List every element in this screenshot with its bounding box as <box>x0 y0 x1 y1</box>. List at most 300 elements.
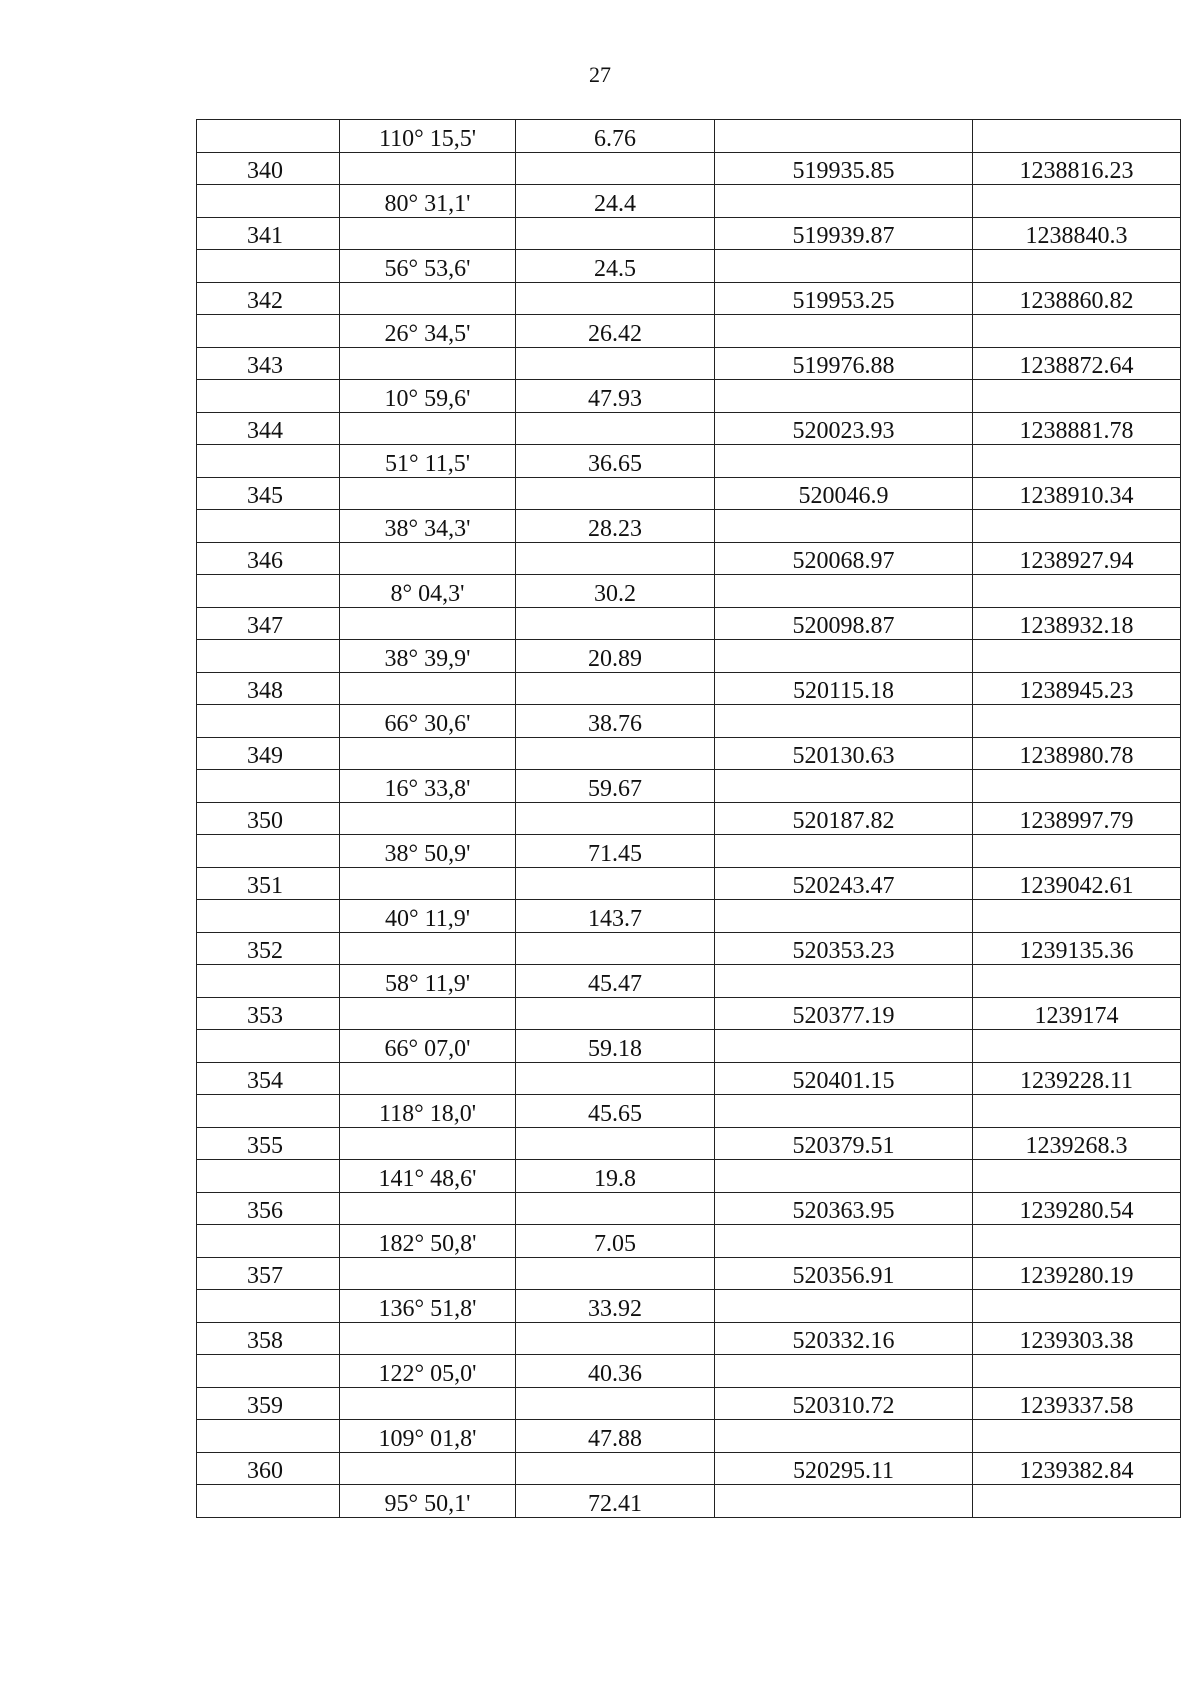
direction-angle-cell <box>340 1290 516 1323</box>
y-coordinate-cell-text: 1238980.78 <box>1019 743 1134 769</box>
direction-angle-cell <box>340 1062 516 1095</box>
direction-angle-cell-text: 66° 30,6' <box>384 710 471 737</box>
segment-length-cell <box>516 705 715 738</box>
x-coordinate-cell <box>715 1030 973 1063</box>
point-number-cell <box>197 770 340 803</box>
y-coordinate-cell <box>973 282 1181 315</box>
table-row <box>197 607 1181 640</box>
segment-length-cell <box>516 770 715 803</box>
direction-angle-cell-text: 40° 11,9' <box>384 905 471 932</box>
direction-angle-cell <box>340 152 516 185</box>
y-coordinate-cell <box>973 737 1181 770</box>
table-row <box>197 575 1181 608</box>
direction-angle-cell-text: 136° 51,8' <box>378 1295 477 1322</box>
point-number-cell <box>197 380 340 413</box>
segment-length-cell <box>516 250 715 283</box>
segment-length-cell <box>516 152 715 185</box>
y-coordinate-cell <box>973 347 1181 380</box>
direction-angle-cell-text: 8° 04,3' <box>390 580 465 607</box>
y-coordinate-cell-text: 1239268.3 <box>1025 1133 1128 1159</box>
point-number-cell <box>197 1355 340 1388</box>
segment-length-cell-text: 33.92 <box>588 1295 642 1322</box>
y-coordinate-cell <box>973 965 1181 998</box>
point-number-cell-text: 360 <box>247 1458 283 1484</box>
direction-angle-cell <box>340 575 516 608</box>
x-coordinate-cell-text: 520379.51 <box>792 1133 895 1159</box>
y-coordinate-cell <box>973 120 1181 153</box>
x-coordinate-cell <box>715 1355 973 1388</box>
table-row <box>197 932 1181 965</box>
segment-length-cell <box>516 1485 715 1518</box>
segment-length-cell-text: 59.18 <box>588 1035 642 1062</box>
x-coordinate-cell <box>715 997 973 1030</box>
y-coordinate-cell <box>973 445 1181 478</box>
point-number-cell <box>197 120 340 153</box>
table-row <box>197 1127 1181 1160</box>
y-coordinate-cell <box>973 1160 1181 1193</box>
x-coordinate-cell-text: 520098.87 <box>792 613 895 639</box>
point-number-cell <box>197 250 340 283</box>
table-row <box>197 1030 1181 1063</box>
x-coordinate-cell-text: 520377.19 <box>792 1003 895 1029</box>
segment-length-cell <box>516 217 715 250</box>
direction-angle-cell-text: 56° 53,6' <box>384 255 471 282</box>
table-row <box>197 672 1181 705</box>
point-number-cell <box>197 1095 340 1128</box>
y-coordinate-cell <box>973 1225 1181 1258</box>
direction-angle-cell-text: 80° 31,1' <box>384 190 471 217</box>
point-number-cell-text: 356 <box>247 1198 283 1224</box>
y-coordinate-cell-text: 1239174 <box>1034 1003 1119 1029</box>
x-coordinate-cell <box>715 737 973 770</box>
x-coordinate-cell-text: 520023.93 <box>792 418 895 444</box>
direction-angle-cell-text: 38° 50,9' <box>384 840 471 867</box>
segment-length-cell <box>516 315 715 348</box>
table-row <box>197 705 1181 738</box>
point-number-cell <box>197 1160 340 1193</box>
direction-angle-cell <box>340 705 516 738</box>
point-number-cell <box>197 1452 340 1485</box>
y-coordinate-cell <box>973 1127 1181 1160</box>
point-number-cell <box>197 1485 340 1518</box>
segment-length-cell-text: 6.76 <box>594 125 636 152</box>
x-coordinate-cell <box>715 1387 973 1420</box>
direction-angle-cell <box>340 1030 516 1063</box>
segment-length-cell <box>516 1452 715 1485</box>
table-row <box>197 542 1181 575</box>
direction-angle-cell-text: 110° 15,5' <box>378 125 477 152</box>
direction-angle-cell <box>340 1420 516 1453</box>
table-row <box>197 1095 1181 1128</box>
y-coordinate-cell <box>973 770 1181 803</box>
x-coordinate-cell <box>715 770 973 803</box>
x-coordinate-cell <box>715 315 973 348</box>
direction-angle-cell <box>340 997 516 1030</box>
segment-length-cell-text: 45.65 <box>588 1100 642 1127</box>
segment-length-cell <box>516 1355 715 1388</box>
y-coordinate-cell-text: 1238860.82 <box>1019 288 1134 314</box>
x-coordinate-cell <box>715 217 973 250</box>
table-row <box>197 997 1181 1030</box>
direction-angle-cell-text: 95° 50,1' <box>384 1490 471 1517</box>
point-number-cell-text: 344 <box>247 418 283 444</box>
table-row <box>197 1322 1181 1355</box>
table-row <box>197 737 1181 770</box>
x-coordinate-cell <box>715 477 973 510</box>
table-row <box>197 282 1181 315</box>
point-number-cell <box>197 932 340 965</box>
point-number-cell-text: 350 <box>247 808 283 834</box>
x-coordinate-cell <box>715 185 973 218</box>
y-coordinate-cell-text: 1238932.18 <box>1019 613 1134 639</box>
y-coordinate-cell <box>973 640 1181 673</box>
segment-length-cell-text: 24.4 <box>594 190 636 217</box>
segment-length-cell <box>516 185 715 218</box>
y-coordinate-cell <box>973 477 1181 510</box>
y-coordinate-cell <box>973 315 1181 348</box>
x-coordinate-cell <box>715 120 973 153</box>
segment-length-cell <box>516 412 715 445</box>
direction-angle-cell-text: 66° 07,0' <box>384 1035 471 1062</box>
point-number-cell <box>197 1387 340 1420</box>
direction-angle-cell <box>340 1095 516 1128</box>
table-row <box>197 1290 1181 1323</box>
y-coordinate-cell-text: 1238816.23 <box>1019 158 1134 184</box>
y-coordinate-cell-text: 1238945.23 <box>1019 678 1134 704</box>
x-coordinate-cell <box>715 1062 973 1095</box>
point-number-cell-text: 355 <box>247 1133 283 1159</box>
point-number-cell <box>197 965 340 998</box>
table-row <box>197 640 1181 673</box>
point-number-cell <box>197 1192 340 1225</box>
y-coordinate-cell-text: 1238840.3 <box>1025 223 1128 249</box>
direction-angle-cell-text: 16° 33,8' <box>384 775 471 802</box>
segment-length-cell <box>516 1030 715 1063</box>
table-row <box>197 120 1181 153</box>
segment-length-cell <box>516 1387 715 1420</box>
x-coordinate-cell <box>715 900 973 933</box>
direction-angle-cell <box>340 607 516 640</box>
table-row <box>197 1062 1181 1095</box>
direction-angle-cell <box>340 250 516 283</box>
point-number-cell-text: 347 <box>247 613 283 639</box>
table-row <box>197 412 1181 445</box>
y-coordinate-cell <box>973 607 1181 640</box>
direction-angle-cell <box>340 445 516 478</box>
x-coordinate-cell <box>715 1257 973 1290</box>
x-coordinate-cell <box>715 1452 973 1485</box>
direction-angle-cell <box>340 1257 516 1290</box>
point-number-cell <box>197 217 340 250</box>
y-coordinate-cell <box>973 1452 1181 1485</box>
table-row <box>197 1160 1181 1193</box>
segment-length-cell-text: 40.36 <box>588 1360 642 1387</box>
page-number: 27 <box>589 62 611 87</box>
segment-length-cell-text: 45.47 <box>588 970 642 997</box>
y-coordinate-cell <box>973 542 1181 575</box>
table-row <box>197 217 1181 250</box>
direction-angle-cell <box>340 1387 516 1420</box>
point-number-cell-text: 351 <box>247 873 283 899</box>
table-row <box>197 380 1181 413</box>
x-coordinate-cell <box>715 672 973 705</box>
point-number-cell-text: 346 <box>247 548 283 574</box>
segment-length-cell <box>516 1127 715 1160</box>
x-coordinate-cell <box>715 380 973 413</box>
point-number-cell <box>197 315 340 348</box>
y-coordinate-cell <box>973 705 1181 738</box>
direction-angle-cell <box>340 965 516 998</box>
point-number-cell <box>197 282 340 315</box>
x-coordinate-cell-text: 520310.72 <box>792 1393 895 1419</box>
segment-length-cell-text: 28.23 <box>588 515 642 542</box>
direction-angle-cell <box>340 1192 516 1225</box>
x-coordinate-cell-text: 519939.87 <box>792 223 895 249</box>
segment-length-cell <box>516 932 715 965</box>
y-coordinate-cell <box>973 1322 1181 1355</box>
segment-length-cell <box>516 120 715 153</box>
point-number-cell <box>197 1062 340 1095</box>
point-number-cell-text: 358 <box>247 1328 283 1354</box>
table-row <box>197 835 1181 868</box>
x-coordinate-cell <box>715 152 973 185</box>
segment-length-cell <box>516 867 715 900</box>
y-coordinate-cell-text: 1239303.38 <box>1019 1328 1134 1354</box>
point-number-cell <box>197 1420 340 1453</box>
segment-length-cell <box>516 835 715 868</box>
point-number-cell <box>197 152 340 185</box>
direction-angle-cell <box>340 412 516 445</box>
point-number-cell-text: 342 <box>247 288 283 314</box>
point-number-cell-text: 354 <box>247 1068 283 1094</box>
table-row <box>197 347 1181 380</box>
x-coordinate-cell <box>715 1160 973 1193</box>
direction-angle-cell <box>340 932 516 965</box>
y-coordinate-cell-text: 1239228.11 <box>1019 1068 1134 1094</box>
direction-angle-cell <box>340 510 516 543</box>
point-number-cell <box>197 705 340 738</box>
segment-length-cell <box>516 445 715 478</box>
segment-length-cell-text: 71.45 <box>588 840 642 867</box>
y-coordinate-cell-text: 1239042.61 <box>1019 873 1134 899</box>
point-number-cell <box>197 867 340 900</box>
direction-angle-cell <box>340 282 516 315</box>
segment-length-cell-text: 19.8 <box>594 1165 636 1192</box>
point-number-cell-text: 345 <box>247 483 283 509</box>
y-coordinate-cell <box>973 412 1181 445</box>
point-number-cell <box>197 900 340 933</box>
point-number-cell <box>197 575 340 608</box>
point-number-cell <box>197 835 340 868</box>
y-coordinate-cell <box>973 510 1181 543</box>
y-coordinate-cell <box>973 1485 1181 1518</box>
direction-angle-cell <box>340 1225 516 1258</box>
point-number-cell <box>197 542 340 575</box>
table-row <box>197 510 1181 543</box>
x-coordinate-cell <box>715 1290 973 1323</box>
direction-angle-cell <box>340 347 516 380</box>
x-coordinate-cell <box>715 575 973 608</box>
direction-angle-cell-text: 141° 48,6' <box>378 1165 477 1192</box>
coordinates-table <box>196 119 1181 1518</box>
segment-length-cell <box>516 900 715 933</box>
segment-length-cell <box>516 1322 715 1355</box>
direction-angle-cell-text: 38° 39,9' <box>384 645 471 672</box>
x-coordinate-cell-text: 520356.91 <box>792 1263 895 1289</box>
y-coordinate-cell <box>973 672 1181 705</box>
segment-length-cell <box>516 510 715 543</box>
x-coordinate-cell-text: 520046.9 <box>798 483 889 509</box>
direction-angle-cell <box>340 835 516 868</box>
table-row <box>197 152 1181 185</box>
direction-angle-cell <box>340 1485 516 1518</box>
x-coordinate-cell <box>715 932 973 965</box>
point-number-cell-text: 340 <box>247 158 283 184</box>
y-coordinate-cell <box>973 575 1181 608</box>
direction-angle-cell-text: 51° 11,5' <box>384 450 471 477</box>
x-coordinate-cell <box>715 705 973 738</box>
y-coordinate-cell <box>973 900 1181 933</box>
table-row <box>197 185 1181 218</box>
x-coordinate-cell <box>715 835 973 868</box>
table-row <box>197 965 1181 998</box>
direction-angle-cell <box>340 900 516 933</box>
x-coordinate-cell-text: 520295.11 <box>792 1458 895 1484</box>
direction-angle-cell <box>340 380 516 413</box>
x-coordinate-cell <box>715 1192 973 1225</box>
x-coordinate-cell-text: 520243.47 <box>792 873 895 899</box>
direction-angle-cell <box>340 542 516 575</box>
direction-angle-cell <box>340 1127 516 1160</box>
x-coordinate-cell <box>715 542 973 575</box>
x-coordinate-cell <box>715 607 973 640</box>
x-coordinate-cell-text: 520130.63 <box>792 743 895 769</box>
x-coordinate-cell-text: 520353.23 <box>792 938 895 964</box>
direction-angle-cell <box>340 1452 516 1485</box>
point-number-cell-text: 352 <box>247 938 283 964</box>
x-coordinate-cell <box>715 1485 973 1518</box>
y-coordinate-cell <box>973 1030 1181 1063</box>
point-number-cell <box>197 1225 340 1258</box>
x-coordinate-cell <box>715 1420 973 1453</box>
y-coordinate-cell <box>973 185 1181 218</box>
direction-angle-cell-text: 182° 50,8' <box>378 1230 477 1257</box>
table-row <box>197 802 1181 835</box>
segment-length-cell <box>516 1420 715 1453</box>
point-number-cell <box>197 1030 340 1063</box>
point-number-cell <box>197 672 340 705</box>
point-number-cell-text: 343 <box>247 353 283 379</box>
point-number-cell <box>197 1322 340 1355</box>
point-number-cell <box>197 802 340 835</box>
direction-angle-cell-text: 122° 05,0' <box>378 1360 477 1387</box>
segment-length-cell <box>516 737 715 770</box>
table-row <box>197 1257 1181 1290</box>
direction-angle-cell-text: 38° 34,3' <box>384 515 471 542</box>
segment-length-cell-text: 47.88 <box>588 1425 642 1452</box>
point-number-cell <box>197 477 340 510</box>
point-number-cell <box>197 510 340 543</box>
direction-angle-cell <box>340 315 516 348</box>
y-coordinate-cell <box>973 932 1181 965</box>
segment-length-cell <box>516 1225 715 1258</box>
direction-angle-cell <box>340 770 516 803</box>
y-coordinate-cell-text: 1239280.54 <box>1019 1198 1134 1224</box>
segment-length-cell-text: 72.41 <box>588 1490 642 1517</box>
x-coordinate-cell <box>715 282 973 315</box>
x-coordinate-cell <box>715 1322 973 1355</box>
x-coordinate-cell <box>715 347 973 380</box>
y-coordinate-cell <box>973 997 1181 1030</box>
segment-length-cell <box>516 1257 715 1290</box>
table-row <box>197 1192 1181 1225</box>
x-coordinate-cell-text: 520115.18 <box>792 678 895 704</box>
direction-angle-cell <box>340 477 516 510</box>
segment-length-cell <box>516 1192 715 1225</box>
point-number-cell <box>197 1290 340 1323</box>
segment-length-cell <box>516 640 715 673</box>
segment-length-cell <box>516 1160 715 1193</box>
direction-angle-cell-text: 10° 59,6' <box>384 385 471 412</box>
table-row <box>197 1452 1181 1485</box>
table-row <box>197 1225 1181 1258</box>
point-number-cell <box>197 607 340 640</box>
y-coordinate-cell-text: 1239337.58 <box>1019 1393 1134 1419</box>
y-coordinate-cell <box>973 1192 1181 1225</box>
y-coordinate-cell-text: 1239382.84 <box>1019 1458 1134 1484</box>
y-coordinate-cell <box>973 1290 1181 1323</box>
segment-length-cell <box>516 542 715 575</box>
segment-length-cell <box>516 1095 715 1128</box>
point-number-cell-text: 341 <box>247 223 283 249</box>
table-row <box>197 1420 1181 1453</box>
segment-length-cell <box>516 347 715 380</box>
segment-length-cell-text: 24.5 <box>594 255 636 282</box>
x-coordinate-cell-text: 519953.25 <box>792 288 895 314</box>
point-number-cell-text: 348 <box>247 678 283 704</box>
y-coordinate-cell <box>973 835 1181 868</box>
y-coordinate-cell <box>973 1387 1181 1420</box>
point-number-cell <box>197 185 340 218</box>
direction-angle-cell <box>340 1160 516 1193</box>
table-row <box>197 315 1181 348</box>
x-coordinate-cell <box>715 412 973 445</box>
table-body <box>197 120 1181 1518</box>
direction-angle-cell <box>340 120 516 153</box>
x-coordinate-cell <box>715 250 973 283</box>
table-row <box>197 770 1181 803</box>
y-coordinate-cell-text: 1238872.64 <box>1019 353 1134 379</box>
y-coordinate-cell <box>973 802 1181 835</box>
point-number-cell-text: 349 <box>247 743 283 769</box>
y-coordinate-cell-text: 1239135.36 <box>1019 938 1134 964</box>
y-coordinate-cell <box>973 867 1181 900</box>
x-coordinate-cell <box>715 1127 973 1160</box>
table-row <box>197 445 1181 478</box>
direction-angle-cell <box>340 802 516 835</box>
point-number-cell <box>197 737 340 770</box>
point-number-cell-text: 359 <box>247 1393 283 1419</box>
segment-length-cell-text: 26.42 <box>588 320 642 347</box>
direction-angle-cell <box>340 1322 516 1355</box>
segment-length-cell <box>516 607 715 640</box>
x-coordinate-cell <box>715 802 973 835</box>
x-coordinate-cell <box>715 510 973 543</box>
x-coordinate-cell <box>715 1095 973 1128</box>
table-row <box>197 477 1181 510</box>
point-number-cell-text: 353 <box>247 1003 283 1029</box>
segment-length-cell <box>516 802 715 835</box>
